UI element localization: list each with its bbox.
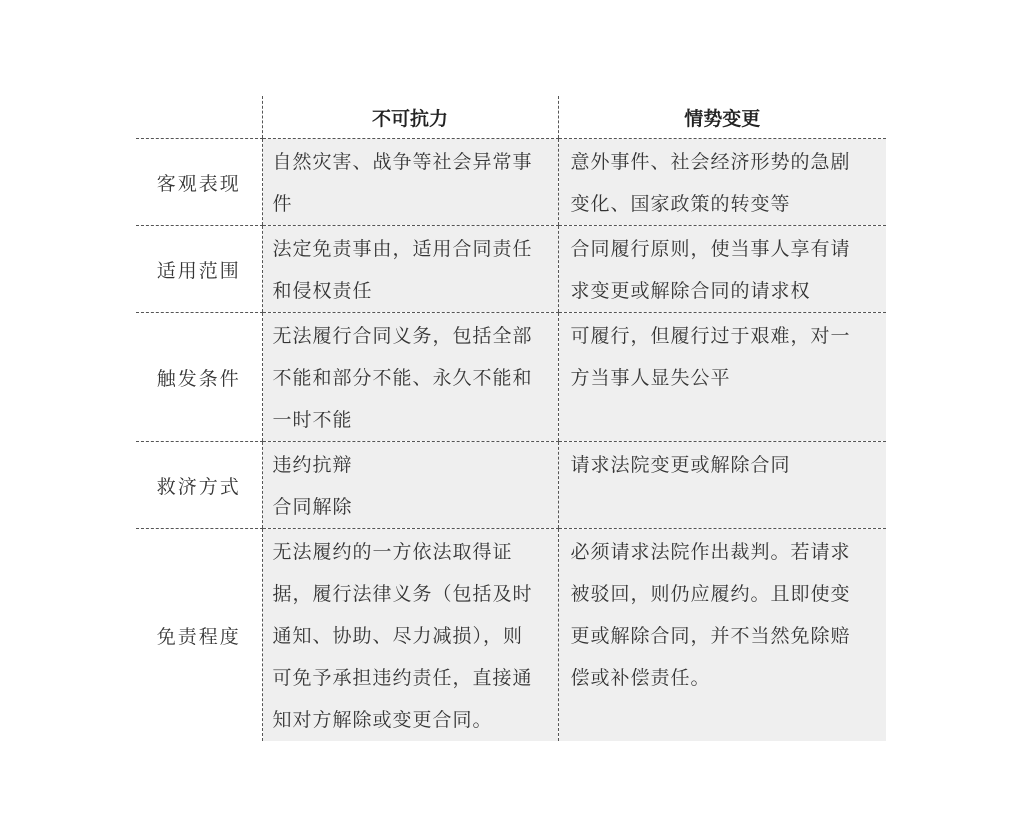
cell-text-line: 被驳回，则仍应履约。且即使变	[570, 583, 851, 605]
cell-text-line: 和侵权责任	[272, 280, 373, 302]
row-label: 触发条件	[136, 313, 262, 442]
force-majeure-cell	[262, 442, 558, 529]
table-row	[136, 442, 886, 529]
cell-text-line: 违约抗辩	[272, 454, 353, 476]
cell-text-line: 可免予承担违约责任，直接通	[272, 667, 533, 689]
cell-text-line: 法定免责事由，适用合同责任	[272, 238, 533, 260]
cell-text-line: 合同解除	[272, 496, 353, 518]
change-of-circumstances-cell	[558, 442, 886, 529]
cell-text-line: 件	[272, 193, 293, 215]
header-row	[136, 96, 886, 139]
header-force-majeure: 不可抗力	[262, 96, 558, 139]
comparison-table	[136, 96, 886, 741]
change-of-circumstances-cell	[558, 529, 886, 742]
cell-text-line: 无法履约的一方依法取得证	[272, 541, 513, 563]
cell-text-line: 意外事件、社会经济形势的急剧	[570, 151, 851, 173]
change-of-circumstances-cell	[558, 313, 886, 442]
cell-text-line: 一时不能	[272, 409, 353, 431]
cell-text-line: 更或解除合同，并不当然免除赔	[570, 625, 851, 647]
force-majeure-cell	[262, 529, 558, 742]
cell-text-line: 可履行，但履行过于艰难，对一	[570, 325, 851, 347]
cell-text-line: 知对方解除或变更合同。	[272, 709, 493, 731]
force-majeure-cell	[262, 313, 558, 442]
row-label: 免责程度	[156, 625, 241, 648]
change-of-circumstances-cell	[558, 226, 886, 313]
cell-text-line: 变化、国家政策的转变等	[570, 193, 791, 215]
cell-text-line: 求变更或解除合同的请求权	[570, 280, 811, 302]
cell-text-line: 无法履行合同义务，包括全部	[272, 325, 533, 347]
table-row	[136, 529, 886, 742]
row-label: 客观表现	[136, 139, 262, 226]
cell-text-line: 据，履行法律义务（包括及时	[272, 583, 533, 605]
cell-text-line: 自然灾害、战争等社会异常事	[272, 151, 533, 173]
row-label: 救济方式	[136, 442, 262, 529]
cell-text-line: 合同履行原则，使当事人享有请	[570, 238, 851, 260]
table-row	[136, 313, 886, 442]
change-of-circumstances-cell	[558, 139, 886, 226]
row-label: 适用范围	[136, 226, 262, 313]
cell-text-line: 不能和部分不能、永久不能和	[272, 367, 533, 389]
cell-text-line: 必须请求法院作出裁判。若请求	[570, 541, 851, 563]
cell-text-line: 请求法院变更或解除合同	[570, 454, 791, 476]
force-majeure-cell	[262, 226, 558, 313]
header-change-of-circumstances: 情势变更	[558, 96, 886, 139]
table-row	[136, 226, 886, 313]
force-majeure-cell	[262, 139, 558, 226]
header-corner-cell	[136, 96, 262, 139]
table-row	[136, 139, 886, 226]
cell-text-line: 方当事人显失公平	[570, 367, 731, 389]
cell-text-line: 通知、协助、尽力减损），则	[272, 625, 524, 647]
cell-text-line: 偿或补偿责任。	[570, 667, 711, 689]
